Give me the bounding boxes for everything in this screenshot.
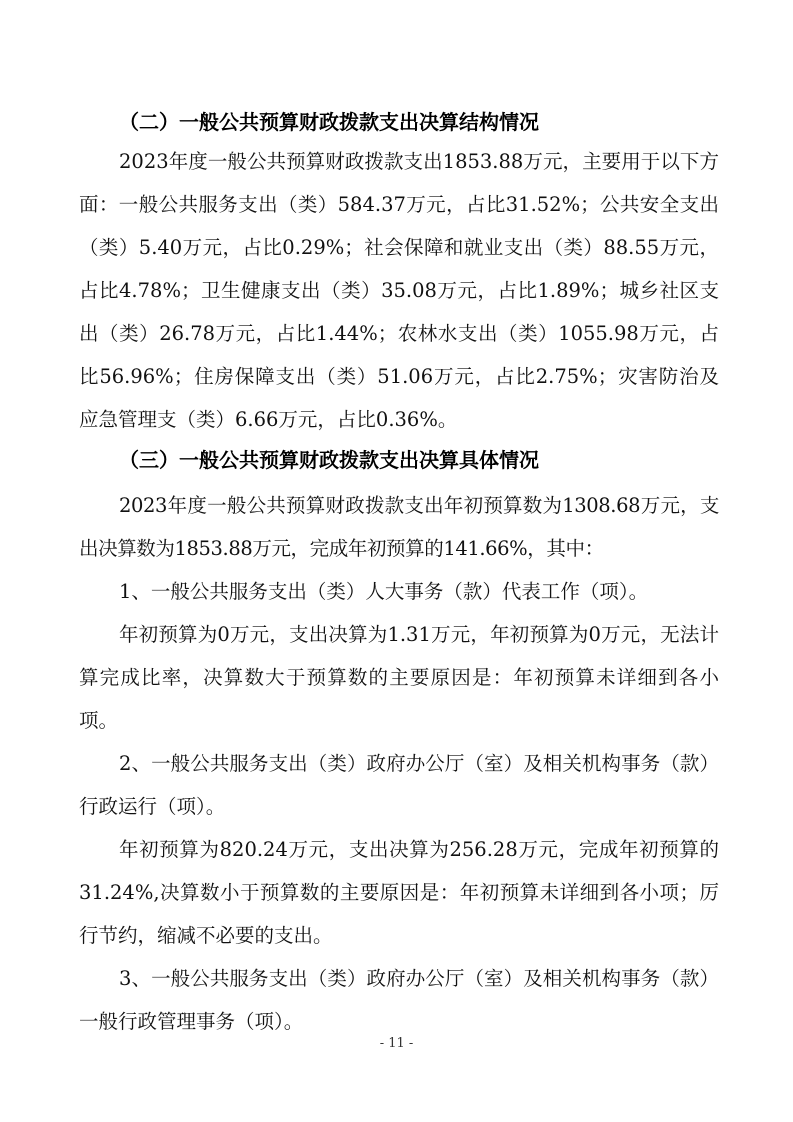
item-1-body: 年初预算为0万元，支出决算为1.31万元，年初预算为0万元，无法计算完成比率，决算数大于预算数的主要原因是：年初预算未详细到各小项。: [79, 623, 719, 732]
section-2-body: 2023年度一般公共预算财政拨款支出1853.88万元，主要用于以下方面：一般公共服务支出（类）584.37万元，占比31.52%；公共安全支出（类）5.40万元，占比0.29%；社会保障和就业支出（类）88.55万元，占比4.78%；卫生健康支出（类）35.08万元，占比1.89%；城乡社区支出（类）26.78万元，占比1.44%；农林水支出（类）1055.98万元，占比56.96%；住房保障支出（类）51.06万元，占比2.75%；灾害防治及应急管理支（类）6.66万元，占比0.36%。: [79, 150, 719, 431]
section-2-heading: （二）一般公共预算财政拨款支出决算结构情况: [119, 110, 539, 134]
section-3-intro: 2023年度一般公共预算财政拨款支出年初预算数为1308.68万元，支出决算数为1853.88万元，完成年初预算的141.66%，其中：: [79, 494, 719, 560]
item-3-title: 3、一般公共服务支出（类）政府办公厅（室）及相关机构事务（款）一般行政管理事务（项）。: [79, 967, 719, 1033]
page-number: - 11 -: [379, 1036, 414, 1051]
item-2-title: 2、一般公共服务支出（类）政府办公厅（室）及相关机构事务（款）行政运行（项）。: [79, 752, 719, 818]
section-3-heading: （三）一般公共预算财政拨款支出决算具体情况: [119, 448, 539, 472]
item-2-body: 年初预算为820.24万元，支出决算为256.28万元，完成年初预算的31.24%,决算数小于预算数的主要原因是：年初预算未详细到各小项；厉行节约，缩减不必要的支出。: [79, 838, 719, 947]
item-1-title: 1、一般公共服务支出（类）人大事务（款）代表工作（项）。: [119, 580, 649, 603]
